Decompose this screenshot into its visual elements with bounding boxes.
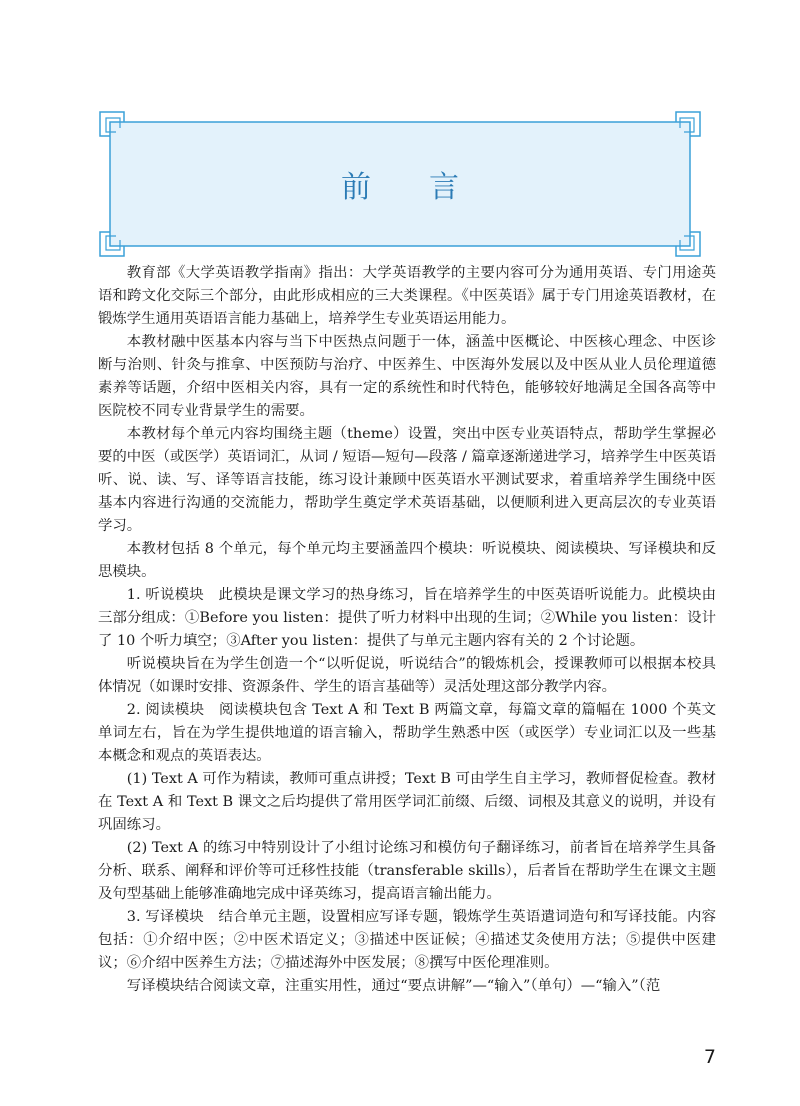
paragraph: 3. 写译模块 结合单元主题，设置相应写译专题，锻炼学生英语遣词造句和写译技能。内容包括：①介绍中医；②中医术语定义；③描述中医证候；④描述艾灸使用方法；⑤提供中医建议；⑥介绍中医养生方法；⑦描述海外中医发展；⑧撰写中医伦理准则。 [98,909,716,971]
title-banner [96,108,704,260]
paragraph: 1. 听说模块 此模块是课文学习的热身练习，旨在培养学生的中医英语听说能力。此模块由三部分组成：①Before you listen：提供了听力材料中出现的生词；②While you listen：设计了 10 个听力填空；③After you listen：提供了与单元主题内容有关的 2 个讨论题。 [98,587,716,649]
page-number: 7 [703,1046,716,1068]
paragraph: 本教材包括 8 个单元，每个单元均主要涵盖四个模块：听说模块、阅读模块、写译模块和反思模块。 [98,541,716,580]
paragraph: (2) Text A 的练习中特别设计了小组讨论练习和模仿句子翻译练习，前者旨在培养学生具备分析、联系、阐释和评价等可迁移性技能（transferable skills），后者旨在帮助学生在课文主题及句型基础上能够准确地完成中译英练习，提高语言输出能力。 [98,840,716,902]
paragraph: 教育部《大学英语教学指南》指出：大学英语教学的主要内容可分为通用英语、专门用途英语和跨文化交际三个部分，由此形成相应的三大类课程。《中医英语》属于专门用途英语教材，在锻炼学生通用英语语言能力基础上，培养学生专业英语运用能力。 [98,265,716,327]
paragraph: 2. 阅读模块 阅读模块包含 Text A 和 Text B 两篇文章，每篇文章的篇幅在 1000 个英文单词左右，旨在为学生提供地道的语言输入，帮助学生熟悉中医（或医学）专业词汇以及一些基本概念和观点的英语表达。 [98,702,716,764]
paragraph: 写译模块结合阅读文章，注重实用性，通过“要点讲解”—“输入”（单句）—“输入”（范 [126,978,661,994]
paragraph: 听说模块旨在为学生创造一个“以听促说，听说结合”的锻炼机会，授课教师可以根据本校具体情况（如课时安排、资源条件、学生的语言基础等）灵活处理这部分教学内容。 [98,656,716,695]
paragraph: (1) Text A 可作为精读，教师可重点讲授；Text B 可由学生自主学习，教师督促检查。教材在 Text A 和 Text B 课文之后均提供了常用医学词汇前缀、后缀、词根及其意义的说明，并设有巩固练习。 [98,771,716,833]
preface-body [98,262,716,998]
paragraph: 本教材融中医基本内容与当下中医热点问题于一体，涵盖中医概论、中医核心理念、中医诊断与治则、针灸与推拿、中医预防与治疗、中医养生、中医海外发展以及中医从业人员伦理道德素养等话题，介绍中医相关内容，具有一定的系统性和时代特色，能够较好地满足全国各高等中医院校不同专业背景学生的需要。 [98,334,716,419]
paragraph: 本教材每个单元内容均围绕主题（theme）设置，突出中医专业英语特点，帮助学生掌握必要的中医（或医学）英语词汇，从词 / 短语—短句—段落 / 篇章逐渐递进学习，培养学生中医英语听、说、读、写、译等语言技能，练习设计兼顾中医英语水平测试要求，着重培养学生围绕中医基本内容进行沟通的交流能力，帮助学生奠定学术英语基础，以便顺利进入更高层次的专业英语学习。 [98,426,717,534]
page-title: 前言 [341,170,517,205]
